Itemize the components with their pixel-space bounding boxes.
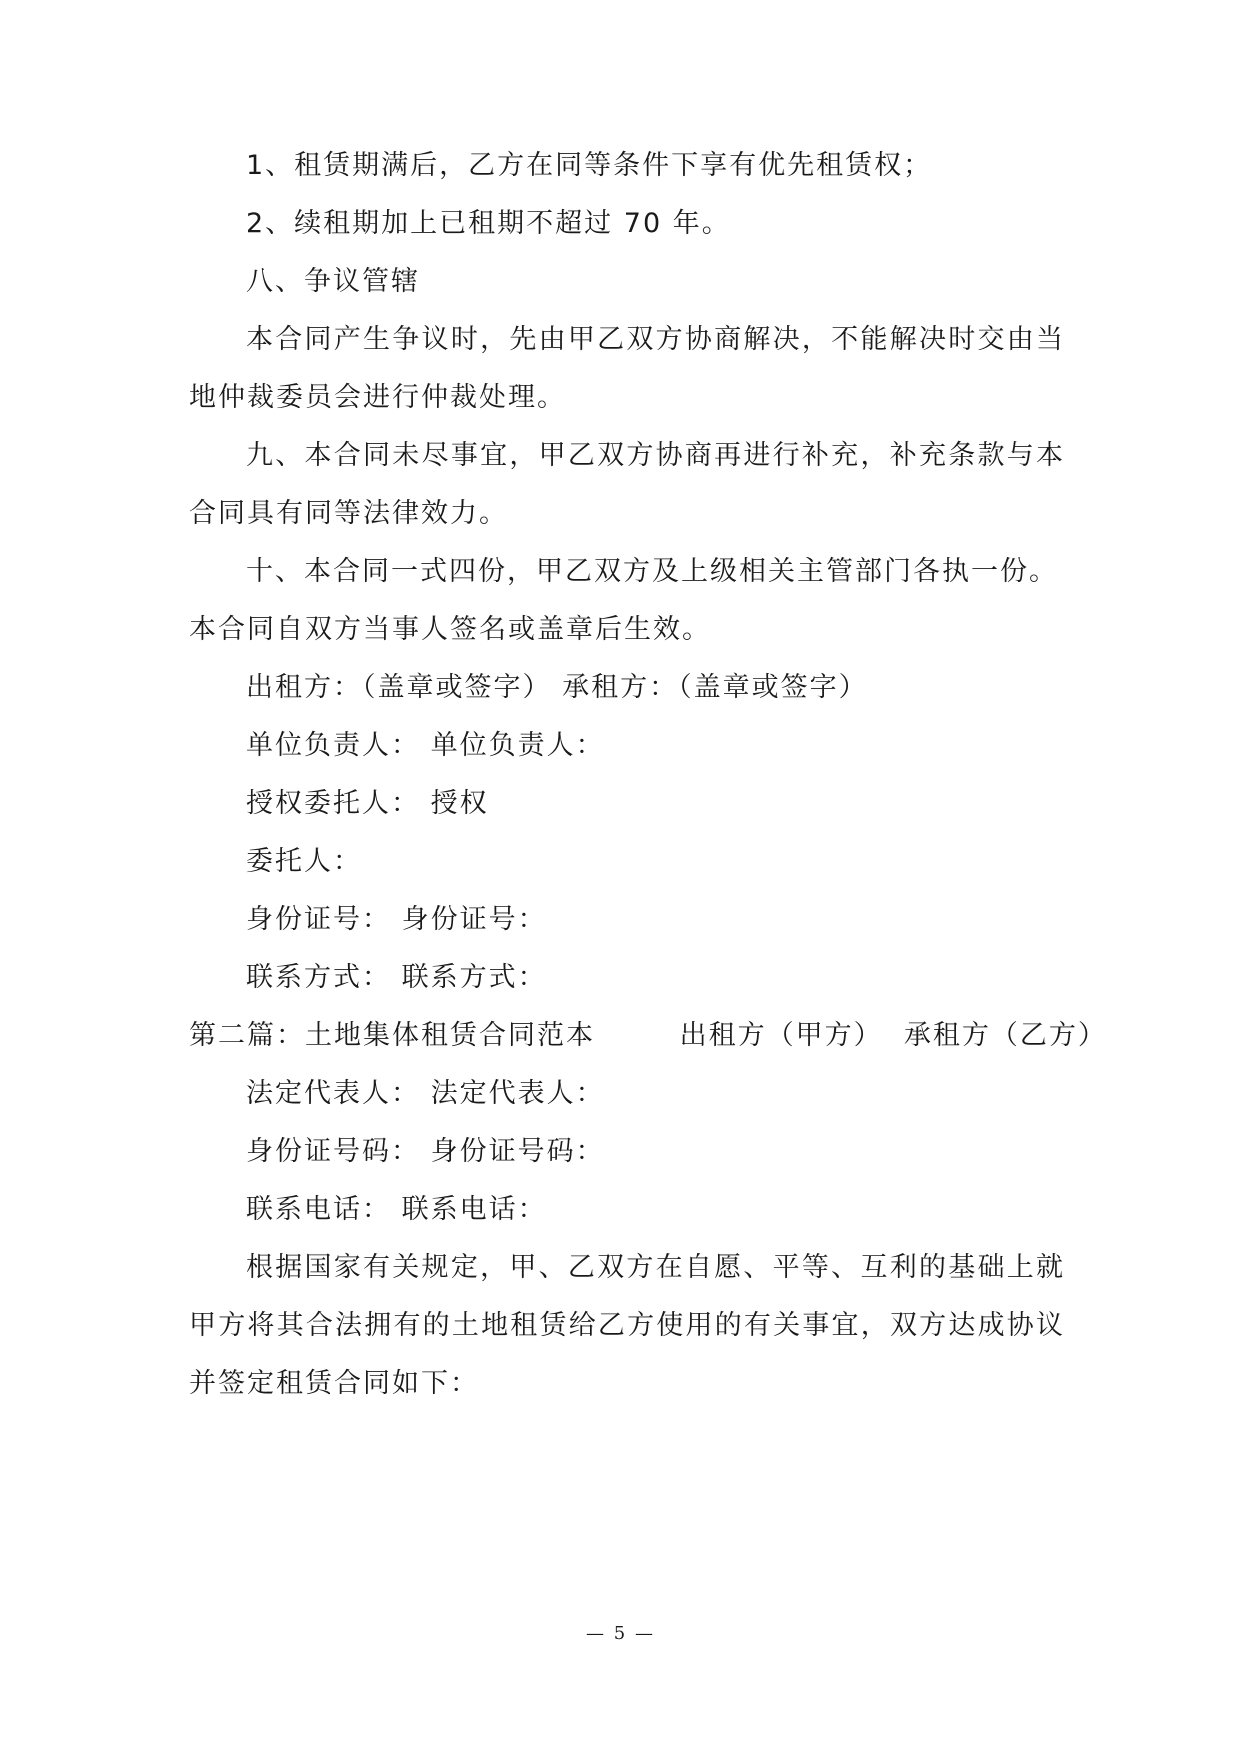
chapter-heading: 第二篇：土地集体租赁合同范本 出租方（甲方） 承租方（乙方） — [189, 1020, 1107, 1051]
page-number: — 5 — — [586, 1623, 655, 1644]
party-line: 联系电话： 联系电话： — [246, 1194, 547, 1225]
signature-line: 单位负责人： 单位负责人： — [246, 730, 605, 761]
text-line: 本合同产生争议时，先由甲乙双方协商解决，不能解决时交由当 — [246, 324, 1065, 355]
text-line: 甲方将其合法拥有的土地租赁给乙方使用的有关事宜，双方达成协议 — [189, 1310, 1065, 1341]
section-heading: 八、争议管辖 — [246, 266, 420, 297]
signature-line: 授权委托人： 授权 — [246, 788, 489, 819]
text-line: 九、本合同未尽事宜，甲乙双方协商再进行补充，补充条款与本 — [246, 440, 1065, 471]
text-line: 本合同自双方当事人签名或盖章后生效。 — [189, 614, 711, 645]
text-line: 根据国家有关规定，甲、乙双方在自愿、平等、互利的基础上就 — [246, 1252, 1065, 1283]
party-line: 法定代表人： 法定代表人： — [246, 1078, 605, 1109]
signature-line: 身份证号： 身份证号： — [246, 904, 547, 935]
party-line: 身份证号码： 身份证号码： — [246, 1136, 605, 1167]
text-line: 2、续租期加上已租期不超过 70 年。 — [246, 208, 731, 239]
text-line: 1、租赁期满后，乙方在同等条件下享有优先租赁权； — [246, 150, 933, 181]
text-line: 地仲裁委员会进行仲裁处理。 — [189, 382, 566, 413]
text-line: 并签定租赁合同如下： — [189, 1368, 479, 1399]
signature-line: 出租方：（盖章或签字） 承租方：（盖章或签字） — [246, 672, 868, 703]
text-line: 合同具有同等法律效力。 — [189, 498, 508, 529]
text-line: 十、本合同一式四份，甲乙双方及上级相关主管部门各执一份。 — [246, 556, 1058, 587]
signature-line: 委托人： — [246, 846, 362, 877]
signature-line: 联系方式： 联系方式： — [246, 962, 547, 993]
